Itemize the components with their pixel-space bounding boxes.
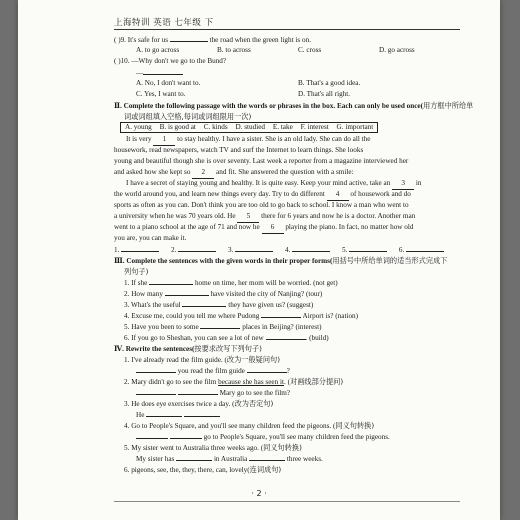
passage-blank-5[interactable]: 5 <box>237 211 259 223</box>
worksheet-page <box>18 0 500 520</box>
word-box-row <box>114 122 460 134</box>
q9-stem-b: the road when the green light is on. <box>207 36 311 44</box>
sec4-underlined: because she has seen it <box>218 378 284 386</box>
sec4-blank[interactable] <box>146 409 182 417</box>
worksheet-content <box>114 34 474 475</box>
running-title: 上海特训 英语 七年级 下 <box>114 18 214 28</box>
sec4-text: My sister has <box>136 455 177 463</box>
answer-blank-3[interactable] <box>235 244 273 252</box>
sec4-a4 <box>114 431 460 442</box>
passage-line-8 <box>114 211 460 222</box>
question-9 <box>114 34 460 45</box>
q9-blank[interactable] <box>170 34 208 42</box>
passage-text: the world around you, and learn new things every day. Try to do different <box>114 190 327 198</box>
q9-option-c[interactable]: C. cross <box>298 46 322 54</box>
sec3-instruction-cn: 用括号中所给单词的适当形式完成下 <box>332 256 448 265</box>
passage-text: there for 6 years and now he is a doctor. Another man <box>259 212 416 220</box>
sec4-text: 4. Go to People's Square, and you'll see many children feed the pigeons. ( <box>124 422 336 430</box>
answer-blanks-row <box>114 244 460 255</box>
sec4-text: 1. I've already read the film guide. ( <box>124 356 227 364</box>
sec4-text: you read the film guide <box>176 367 247 375</box>
passage-line-6 <box>114 189 460 200</box>
passage-line-7 <box>114 200 460 211</box>
passage-text: you are, you can make it. <box>114 234 187 242</box>
q10-options-row2 <box>114 89 460 100</box>
answer-blank-5[interactable] <box>349 244 387 252</box>
sec3-text: 1. If she <box>124 279 150 287</box>
sec4-instruction-cn: 按要求改写下列句子) <box>194 344 262 353</box>
passage-line-10 <box>114 233 460 244</box>
q10-option-c[interactable]: C. Yes, I want to. <box>136 90 186 98</box>
passage-text: and fit. She answered the question with a smile: <box>214 168 354 176</box>
sec3-blank-3[interactable] <box>182 299 226 307</box>
passage-line-5 <box>114 178 460 189</box>
q10-option-d[interactable]: D. That's all right. <box>298 90 351 98</box>
answer-label-5: 5. <box>341 246 350 254</box>
sec4-q1 <box>114 354 460 365</box>
q10-option-a[interactable]: A. No, I don't want to. <box>136 79 201 87</box>
box-word-a: A. young <box>125 123 152 131</box>
answer-blank-2[interactable] <box>178 244 216 252</box>
sec4-note: 改为否定句) <box>234 399 274 408</box>
sec3-text: 5. Have you been to some <box>124 323 201 331</box>
passage-blank-6[interactable]: 6 <box>262 222 284 234</box>
sec4-instruction-en: Ⅳ. Rewrite the sentences( <box>114 345 195 353</box>
sec4-text: He <box>136 411 147 419</box>
passage-blank-4[interactable]: 4 <box>327 189 349 201</box>
passage-text: of housework and do <box>348 190 411 198</box>
box-word-b: B. is good at <box>159 123 196 131</box>
sec4-q4 <box>114 420 460 431</box>
answer-label-3: 3. <box>227 246 236 254</box>
passage-text: went to a piano school at the age of 71 and now he <box>114 223 262 231</box>
q10-blank[interactable] <box>143 67 183 75</box>
answer-label-4: 4. <box>284 246 293 254</box>
page-number: · 2 · <box>251 489 267 498</box>
passage <box>114 134 460 244</box>
sec4-q6 <box>114 464 460 475</box>
sec3-text: 2. How many <box>124 290 165 298</box>
passage-blank-3[interactable]: 3 <box>392 178 414 190</box>
sec4-text: 5. My sister went to Australia three weeks ago. ( <box>124 444 264 452</box>
passage-text: sports as often as you can. Don't think you are too old to go back to school. I know a man who went to <box>114 201 409 209</box>
passage-line-1 <box>114 134 460 145</box>
sec2-instruction-cn2: 词或词组填入空格,每词或词组限用一次) <box>124 112 252 121</box>
sec4-a1 <box>114 365 460 376</box>
sec3-instruction-cn2: 列句子) <box>124 267 149 276</box>
q9-option-d[interactable]: D. go across <box>379 46 415 54</box>
sec4-note: 对画线部分提问) <box>290 377 344 386</box>
box-word-f: F. interest <box>300 123 329 131</box>
passage-blank-2[interactable]: 2 <box>192 167 214 179</box>
sec4-blank[interactable] <box>136 431 168 439</box>
question-10 <box>114 56 460 67</box>
sec2-instruction-cn: 用方框中所给单 <box>423 101 474 110</box>
sec4-q3 <box>114 398 460 409</box>
sec4-text: three weeks. <box>285 455 323 463</box>
passage-text: young and beautiful though she is over seventy. Last week a reporter from a magazine interviewed her <box>114 157 409 165</box>
footer-rule <box>114 501 460 502</box>
passage-text: to stay healthy. I have a sister. She is an old lady. She can do all the <box>175 135 371 143</box>
sec4-note: 同义句转换) <box>335 421 375 430</box>
sec4-text: go to People's Square, you'll see many children feed the pigeons. <box>201 433 390 441</box>
section-3-instruction <box>114 255 460 266</box>
sec4-blank[interactable] <box>170 431 202 439</box>
q9-option-a[interactable]: A. to go across <box>136 46 180 54</box>
sec3-blank-4[interactable] <box>261 310 301 318</box>
box-word-g: G. important <box>336 123 374 131</box>
sec3-text: Airport is? (nation) <box>301 312 359 320</box>
q10-options-row1 <box>114 78 460 89</box>
sec3-item-1 <box>114 277 460 288</box>
q9-option-b[interactable]: B. to across <box>217 46 251 54</box>
sec4-note: 改为一般疑问句) <box>226 355 280 364</box>
passage-text: playing the piano. In fact, no matter how old <box>283 223 414 231</box>
passage-line-9 <box>114 222 460 233</box>
sec4-blank[interactable] <box>136 365 176 373</box>
sec4-q2 <box>114 376 460 387</box>
sec4-text: ? <box>286 367 290 375</box>
q10-stem: ( )10. —Why don't we go to the Bund? <box>114 57 227 65</box>
sec3-text: home on time, her mom will be worried. (not get) <box>193 279 338 287</box>
sec4-note: 连词成句) <box>249 465 282 474</box>
section-2-instruction-cont <box>114 111 460 122</box>
sec4-blank[interactable] <box>249 453 285 461</box>
box-word-e: E. take <box>272 123 293 131</box>
sec3-instruction-en: Ⅲ. Complete the sentences with the given words in their proper forms( <box>114 257 333 265</box>
sec4-blank[interactable] <box>247 365 287 373</box>
sec3-blank-2[interactable] <box>165 288 209 296</box>
sec3-text: they have given us? (suggest) <box>226 301 314 309</box>
word-box <box>120 122 378 133</box>
sec4-text: 6. pigeons, see, the, they, there, can, lovely( <box>124 466 250 474</box>
sec3-text: have visited the city of Nanjing? (tour) <box>208 290 323 298</box>
section-4-instruction <box>114 343 460 354</box>
sec3-item-2 <box>114 288 460 299</box>
passage-text: housework, read newspapers, watch TV and surf the Internet to learn things. She looks <box>114 146 364 154</box>
q9-options <box>114 45 460 56</box>
box-word-c: C. kinds <box>203 123 228 131</box>
passage-text: It is very <box>126 135 154 143</box>
answer-label-6: 6. <box>398 246 407 254</box>
passage-text: and asked how she kept so <box>114 168 193 176</box>
sec3-item-3 <box>114 299 460 310</box>
sec4-blank[interactable] <box>136 387 176 395</box>
sec4-blank[interactable] <box>178 387 218 395</box>
passage-blank-1[interactable]: 1 <box>153 134 175 146</box>
sec3-text: places in Beijing? (interest) <box>240 323 322 331</box>
sec3-text: . (build) <box>305 334 329 342</box>
passage-line-2 <box>114 145 460 156</box>
sec4-a5 <box>114 453 460 464</box>
q10-reply <box>114 67 460 78</box>
sec4-text: . ( <box>284 378 290 386</box>
sec3-text: 3. What's the useful <box>124 301 183 309</box>
sec4-blank[interactable] <box>176 453 212 461</box>
sec3-blank-5[interactable] <box>200 321 240 329</box>
answer-label-1: 1. <box>114 246 122 254</box>
box-word-d: D. studied <box>235 123 266 131</box>
sec4-a2 <box>114 387 460 398</box>
section-2-instruction <box>114 100 474 111</box>
answer-blank-4[interactable] <box>292 244 330 252</box>
section-3-instruction-cont <box>114 266 460 277</box>
sec4-text: 2. Mary didn't go to see the film <box>124 378 219 386</box>
header-rule <box>114 29 460 30</box>
q10-option-b[interactable]: B. That's a good idea. <box>298 79 361 87</box>
passage-line-4 <box>114 167 460 178</box>
passage-line-3 <box>114 156 460 167</box>
q9-stem-a: ( )9. It's safe for us <box>114 36 170 44</box>
sec4-note: 同义句转换) <box>263 443 302 452</box>
sec4-blank[interactable] <box>184 409 220 417</box>
sec4-a3 <box>114 409 460 420</box>
sec3-item-4 <box>114 310 460 321</box>
sec2-instruction-en: Ⅱ. Complete the following passage with the words or phrases in the box. Each can only be used once( <box>114 102 424 110</box>
sec4-text: Mary go to see the film? <box>217 389 291 397</box>
passage-text: a university when he was 70 years old. He <box>114 212 238 220</box>
sec3-blank-1[interactable] <box>149 277 193 285</box>
sec4-text: 3. He does eye exercises twice a day. ( <box>124 400 235 408</box>
sec3-text: 4. Excuse me, could you tell me where Pudong <box>124 312 262 320</box>
passage-text: in <box>414 179 422 187</box>
q10-dash: — <box>136 69 144 77</box>
sec3-item-5 <box>114 321 460 332</box>
sec4-text: in Australia <box>212 455 250 463</box>
sec3-text: 6. If you go to Sheshan, you can see a lot of new <box>124 334 266 342</box>
sec3-item-6 <box>114 332 460 343</box>
sec3-blank-6[interactable] <box>266 332 306 340</box>
sec4-q5 <box>114 442 460 453</box>
answer-blank-1[interactable] <box>121 244 159 252</box>
answer-label-2: 2. <box>170 246 179 254</box>
answer-blank-6[interactable] <box>406 244 444 252</box>
passage-text: I have a secret of staying young and healthy. It is quite easy. Keep your mind active, take an <box>126 179 393 187</box>
